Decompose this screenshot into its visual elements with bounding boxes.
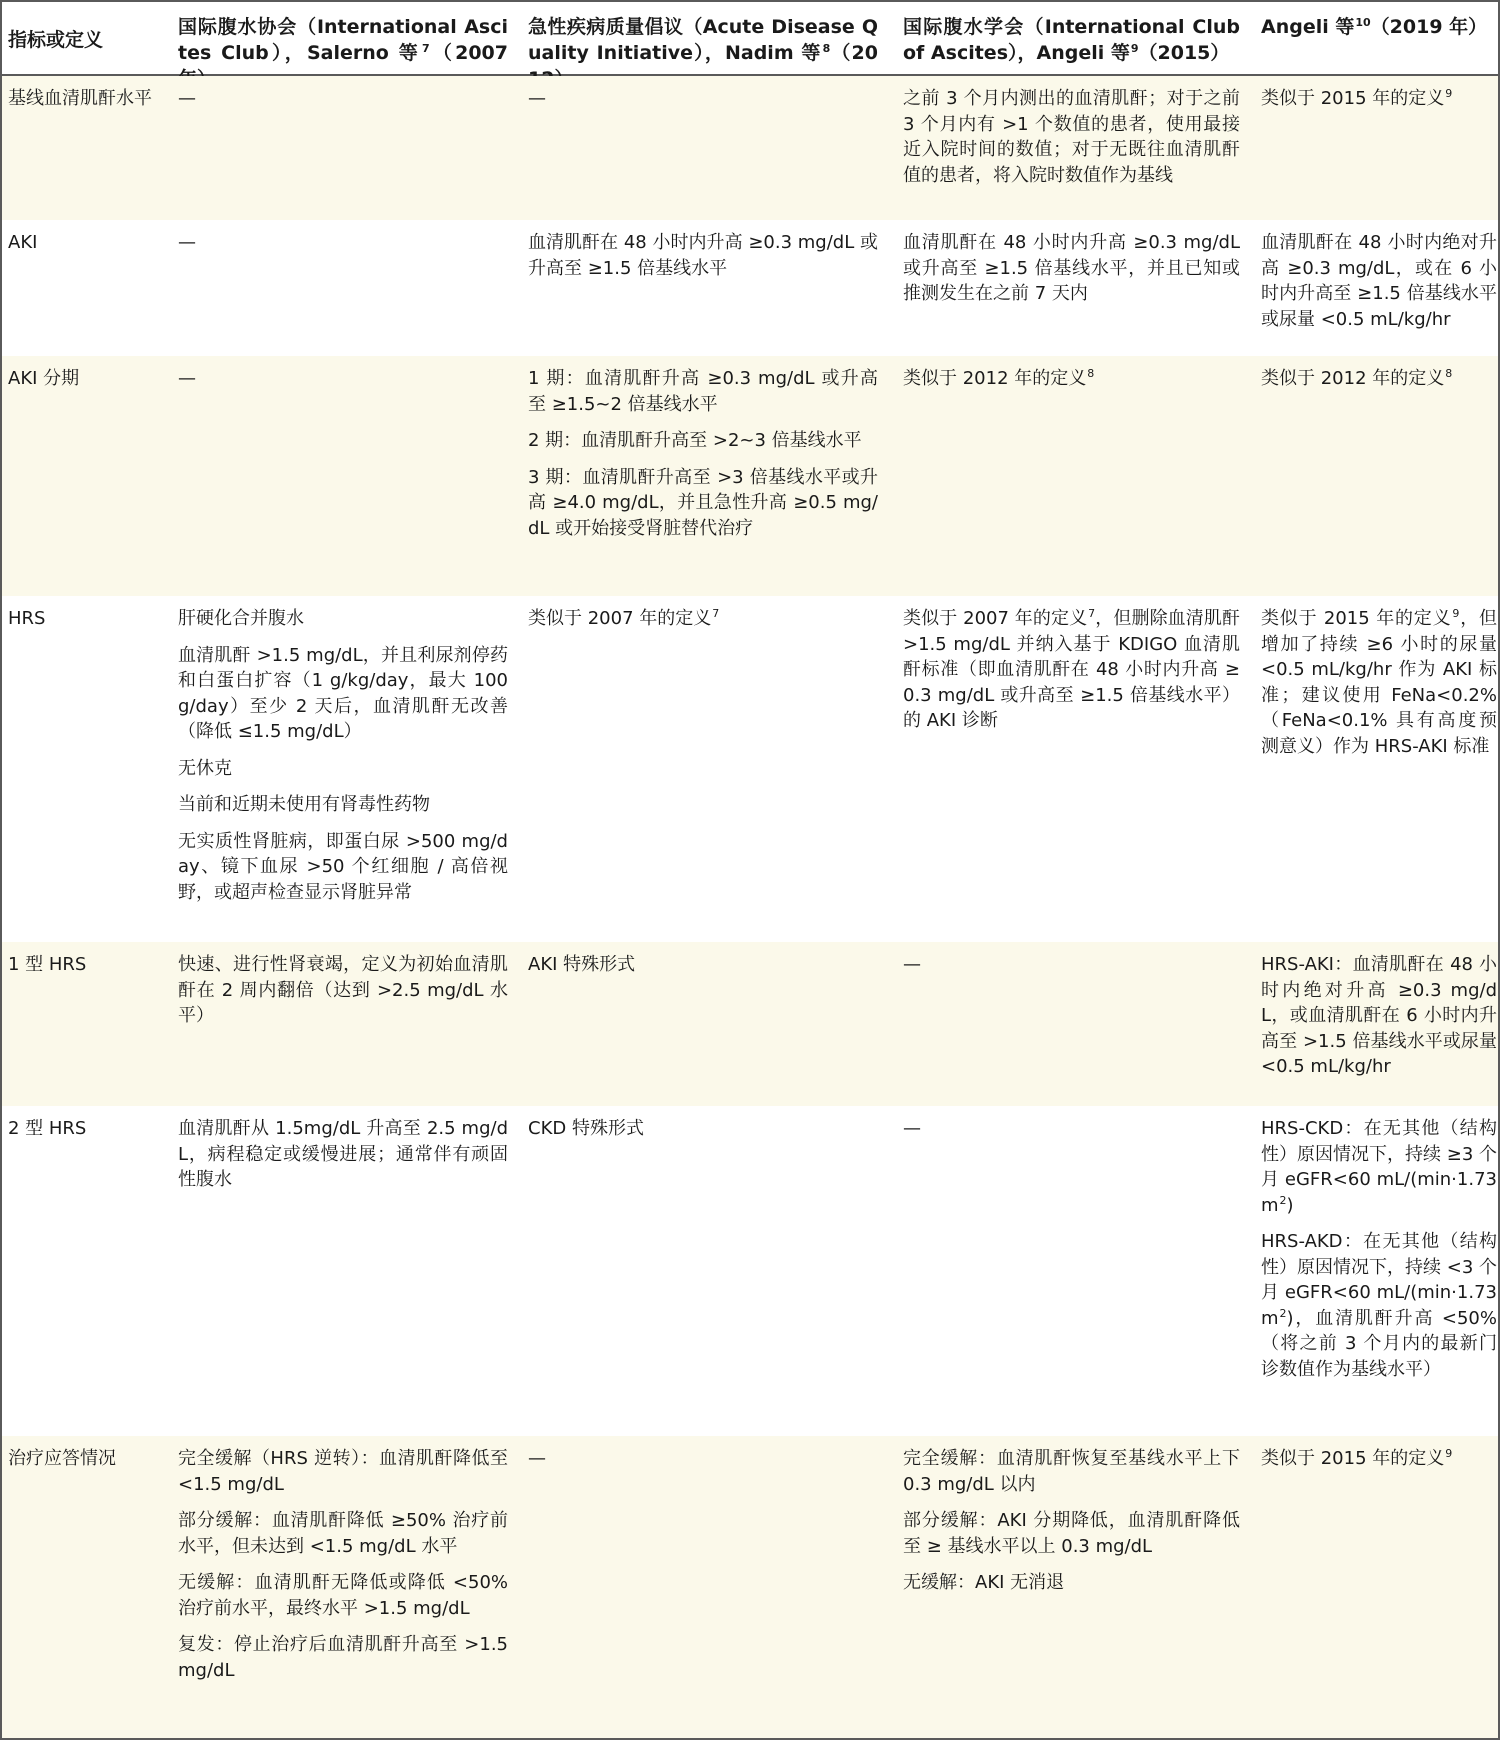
- cell-salerno: [178, 596, 508, 905]
- response-none: 无缓解：AKI 无消退: [903, 1572, 1065, 1593]
- cell-salerno: —: [178, 88, 196, 109]
- header-angeli-2015: 国际腹水学会（International Club of Ascites），Angeli 等$^9$（2015）: [903, 16, 1240, 64]
- criterion: 当前和近期未使用有肾毒性药物: [178, 794, 430, 815]
- cell-nadim: —: [528, 1448, 546, 1469]
- header-angeli-2019: Angeli 等$^{10}$（2019 年）: [1261, 16, 1488, 38]
- cell-angeli-2019: 类似于 2012 年的定义$^8$: [1261, 367, 1453, 389]
- stage-2: 2 期：血清肌酐升高至 >2~3 倍基线水平: [528, 430, 862, 451]
- hrs-ckd-definition: HRS-CKD：在无其他（结构性）原因情况下，持续 ≥3 个月 eGFR<60 mL/(min·1.73 $m^2$): [1261, 1118, 1497, 1216]
- row-label: HRS: [8, 608, 46, 629]
- table-row: [2, 356, 1498, 596]
- cell-angeli-2019: 血清肌酐在 48 小时内绝对升高 ≥0.3 mg/dL，或在 6 小时内升高至 ≥1.5 倍基线水平或尿量 <0.5 mL/kg/hr: [1261, 232, 1497, 330]
- cell-angeli-2015: 类似于 2012 年的定义$^8$: [903, 367, 1095, 389]
- cell-salerno: —: [178, 368, 196, 389]
- cell-nadim: 血清肌酐在 48 小时内升高 ≥0.3 mg/dL 或升高至 ≥1.5 倍基线水平: [528, 232, 878, 279]
- cell-angeli-2015: —: [903, 954, 921, 975]
- cell-angeli-2015: —: [903, 1118, 921, 1139]
- table-row: [2, 596, 1498, 942]
- cell-nadim: 类似于 2007 年的定义$^7$: [528, 607, 720, 629]
- cell-salerno: 快速、进行性肾衰竭，定义为初始血清肌酐在 2 周内翻倍（达到 >2.5 mg/dL 水平）: [178, 954, 508, 1026]
- row-label: AKI: [8, 232, 38, 253]
- cell-salerno: 血清肌酐从 1.5mg/dL 升高至 2.5 mg/dL，病程稳定或缓慢进展；通常伴有顽固性腹水: [178, 1118, 508, 1190]
- cell-angeli-2015: 之前 3 个月内测出的血清肌酐；对于之前 3 个月内有 >1 个数值的患者，使用最接近入院时间的数值；对于无既往血清肌酐值的患者，将入院时数值作为基线: [903, 88, 1240, 186]
- criterion: 无休克: [178, 757, 232, 779]
- response-none: 无缓解：血清肌酐无降低或降低 <50% 治疗前水平，最终水平 >1.5 mg/dL: [178, 1572, 508, 1619]
- cell-salerno: [178, 1436, 508, 1683]
- cell-angeli-2019: [1261, 1106, 1497, 1382]
- cell-nadim: [528, 356, 878, 541]
- table-row: [2, 1106, 1498, 1436]
- cell-angeli-2015: [903, 1436, 1240, 1596]
- table-header: [2, 2, 1498, 76]
- header-salerno-2007: 国际腹水协会（International Ascites Club），Salerno 等$^7$（2007: [178, 16, 508, 64]
- row-label: 2 型 HRS: [8, 1118, 87, 1139]
- header-indicator: 指标或定义: [8, 29, 104, 51]
- cell-nadim: —: [528, 88, 546, 109]
- cell-nadim: CKD 特殊形式: [528, 1118, 644, 1139]
- response-partial: 部分缓解：血清肌酐降低 ≥50% 治疗前水平，但未达到 <1.5 mg/dL 水平: [178, 1510, 508, 1557]
- response-relapse: 复发：停止治疗后血清肌酐升高至 >1.5 mg/dL: [178, 1634, 508, 1681]
- row-label: 基线血清肌酐水平: [8, 88, 152, 109]
- row-label: AKI 分期: [8, 368, 80, 389]
- header-nadim-2012: 急性疾病质量倡议（Acute Disease Quality Initiative），Nadim 等$^8$（20: [528, 16, 878, 64]
- row-label: 1 型 HRS: [8, 954, 87, 975]
- row-label: 治疗应答情况: [8, 1448, 116, 1469]
- table-row: [2, 220, 1498, 356]
- stage-1: 1 期：血清肌酐升高 ≥0.3 mg/dL 或升高至 ≥1.5~2 倍基线水平: [528, 368, 878, 415]
- cell-angeli-2019: 类似于 2015 年的定义$^9$，但增加了持续 ≥6 小时的尿量 <0.5 mL/kg/hr 作为 AKI 标准；建议使用 FeNa<0.2%（FeNa<0.1% 具有高度预测意义）作为 HRS-AKI 标准: [1261, 607, 1497, 757]
- response-complete: 完全缓解（HRS 逆转）：血清肌酐降低至 <1.5 mg/dL: [178, 1448, 508, 1495]
- criterion: 无实质性肾脏病，即蛋白尿 >500 mg/day、镜下血尿 >50 个红细胞 / 高倍视野，或超声检查显示肾脏异常: [178, 830, 508, 903]
- response-partial: 部分缓解：AKI 分期降低，血清肌酐降低至 ≥ 基线水平以上 0.3 mg/dL: [903, 1510, 1240, 1557]
- response-complete: 完全缓解：血清肌酐恢复至基线水平上下 0.3 mg/dL 以内: [903, 1448, 1240, 1495]
- hrs-akd-definition: HRS-AKD：在无其他（结构性）原因情况下，持续 <3 个月 eGFR<60 mL/(min·1.73 $m^2$)，血清肌酐升高 <50%（将之前 3 个月内的最新门诊数值作为基线水平）: [1261, 1231, 1497, 1380]
- cell-salerno: —: [178, 232, 196, 253]
- cell-angeli-2019: HRS-AKI：血清肌酐在 48 小时内绝对升高 ≥0.3 mg/dL，或血清肌酐在 6 小时内升高至 >1.5 倍基线水平或尿量 <0.5 mL/kg/hr: [1261, 954, 1497, 1077]
- cell-angeli-2015: 血清肌酐在 48 小时内升高 ≥0.3 mg/dL 或升高至 ≥1.5 倍基线水平，并且已知或推测发生在之前 7 天内: [903, 232, 1240, 304]
- cell-angeli-2019: 类似于 2015 年的定义$^9$: [1261, 87, 1453, 109]
- table-row: [2, 942, 1498, 1106]
- stage-3: 3 期：血清肌酐升高至 >3 倍基线水平或升高 ≥4.0 mg/dL，并且急性升高 ≥0.5 mg/dL 或开始接受肾脏替代治疗: [528, 466, 878, 539]
- criterion: 肝硬化合并腹水: [178, 608, 304, 629]
- criterion: 血清肌酐 >1.5 mg/dL，并且利尿剂停药和白蛋白扩容（1 g/kg/day，最大 100g/day）至少 2 天后，血清肌酐无改善（降低 ≤1.5 mg/dL）: [178, 644, 508, 742]
- cell-angeli-2015: 类似于 2007 年的定义$^7$，但删除血清肌酐 >1.5 mg/dL 并纳入基于 KDIGO 血清肌酐标准（即血清肌酐在 48 小时内升高 ≥0.3 mg/dL 或升高至 ≥1.5 倍基线水平）的 AKI 诊断: [903, 607, 1240, 731]
- table-row: [2, 76, 1498, 220]
- cell-angeli-2019: 类似于 2015 年的定义$^9$: [1261, 1447, 1453, 1469]
- table-row: [2, 1436, 1498, 1738]
- cell-nadim: AKI 特殊形式: [528, 954, 636, 975]
